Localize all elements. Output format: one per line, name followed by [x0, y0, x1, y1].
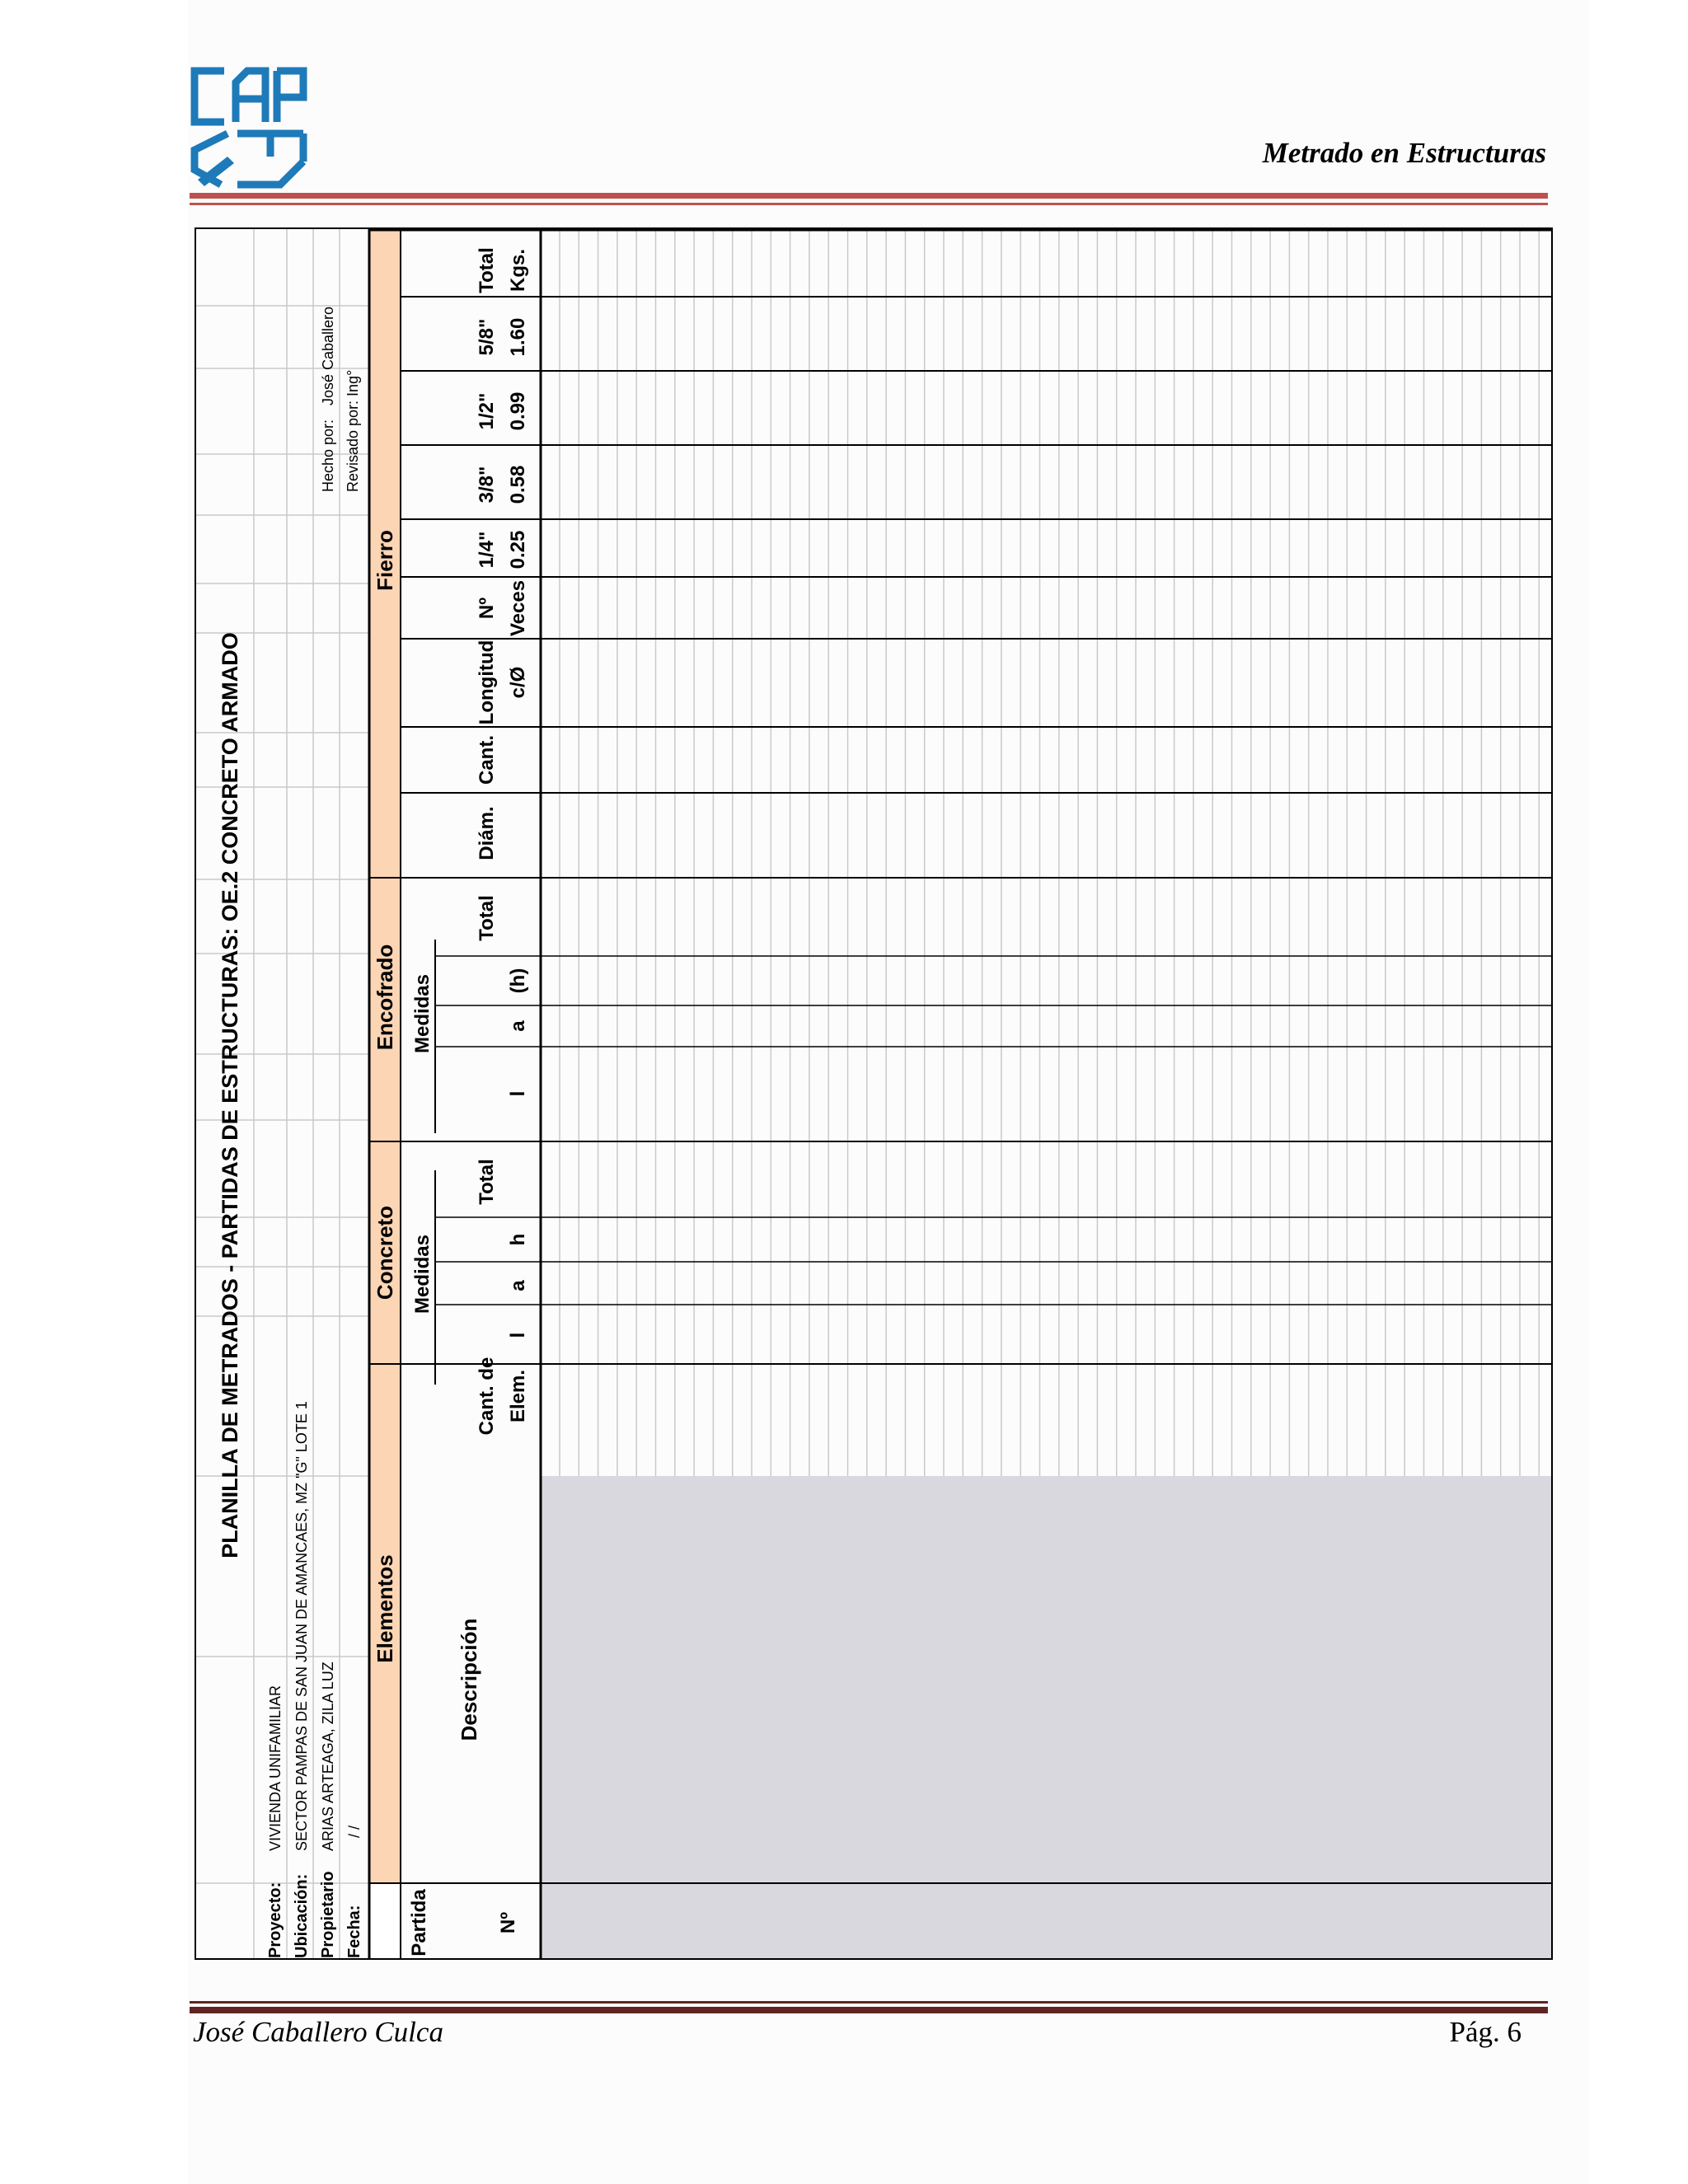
- col-concreto-a: a: [507, 1280, 529, 1291]
- group-encofrado: Encofrado: [373, 944, 397, 1051]
- col-longitud-2: c/Ø: [507, 666, 529, 699]
- metrado-form-rotated: [196, 229, 1553, 1960]
- footer-author: José Caballero Culca: [193, 2016, 443, 2048]
- col-concreto-medidas: Medidas: [411, 1234, 434, 1315]
- capecco-logo: [188, 64, 312, 193]
- col-cant-elem: Cant. de: [476, 1357, 498, 1436]
- col-cant: Cant.: [476, 735, 498, 785]
- col-encofrado-medidas: Medidas: [411, 973, 434, 1054]
- group-header-band: [369, 229, 401, 1960]
- col-encofrado-h: (h): [507, 968, 529, 994]
- col-5-8-weight: 1.60: [507, 317, 529, 357]
- col-5-8: 5/8": [476, 318, 498, 356]
- footer-page-number: Pág. 6: [1449, 2016, 1522, 2048]
- col-encofrado-l: l: [507, 1090, 529, 1097]
- info-value-ubicacion: SECTOR PAMPAS DE SAN JUAN DE AMANCAES, MZ "G" LOTE 1: [293, 1401, 310, 1851]
- col-diam: Diám.: [476, 806, 498, 860]
- group-concreto: Concreto: [373, 1205, 397, 1301]
- col-concreto-l: l: [507, 1332, 529, 1338]
- shaded-cell: [541, 1476, 1553, 1883]
- col-descripcion: Descripción: [457, 1618, 481, 1741]
- partida-cell: [369, 1883, 401, 1960]
- col-3-8-weight: 0.58: [507, 465, 529, 504]
- info-label-propietario: Propietario: [319, 1871, 337, 1958]
- info-label-proyecto: Proyecto:: [266, 1882, 284, 1958]
- col-veces: Nº: [476, 597, 498, 620]
- col-cant-elem-2: Elem.: [507, 1369, 529, 1423]
- group-fierro: Fierro: [373, 530, 397, 591]
- footer-rule: [190, 2007, 1548, 2013]
- col-1-2: 1/2": [476, 392, 498, 430]
- col-encofrado-a: a: [507, 1020, 529, 1032]
- col-encofrado-total: Total: [476, 895, 498, 941]
- info-value-proyecto: VIVIENDA UNIFAMILIAR: [267, 1685, 284, 1851]
- col-concreto-h: h: [507, 1233, 529, 1246]
- col-1-2-weight: 0.99: [507, 391, 529, 431]
- hecho-por-value: José Caballero: [320, 306, 336, 405]
- group-partida: Partida: [408, 1889, 430, 1957]
- group-elementos: Elementos: [373, 1554, 397, 1663]
- revisado-por-label: Revisado por: Ing°: [345, 369, 361, 492]
- col-no: Nº: [497, 1911, 519, 1934]
- col-total-kgs-2: Kgs.: [507, 248, 529, 293]
- col-longitud: Longitud: [476, 640, 498, 725]
- header-rule-thin: [190, 203, 1548, 205]
- col-concreto-total: Total: [476, 1159, 498, 1205]
- info-label-ubicacion: Ubicación:: [293, 1873, 311, 1958]
- col-total-kgs: Total: [476, 247, 498, 293]
- sheet-title: PLANILLA DE METRADOS - PARTIDAS DE ESTRUCTURAS: OE.2 CONCRETO ARMADO: [218, 632, 242, 1558]
- header-title: Metrado en Estructuras: [1262, 137, 1546, 169]
- metrado-sheet: [195, 227, 1553, 1960]
- col-3-8: 3/8": [476, 466, 498, 504]
- col-1-4-weight: 0.25: [507, 530, 529, 569]
- info-value-fecha: / /: [346, 1825, 363, 1838]
- info-label-fecha: Fecha:: [345, 1905, 363, 1958]
- shaded-cell: [541, 1883, 1553, 1960]
- col-1-4: 1/4": [476, 531, 498, 569]
- footer-rule-thin: [190, 2001, 1548, 2004]
- header-rule: [190, 193, 1548, 199]
- info-value-propietario: ARIAS ARTEAGA, ZILA LUZ: [320, 1661, 336, 1851]
- hecho-por-label: Hecho por:: [320, 419, 336, 492]
- col-veces-2: Veces: [507, 579, 529, 637]
